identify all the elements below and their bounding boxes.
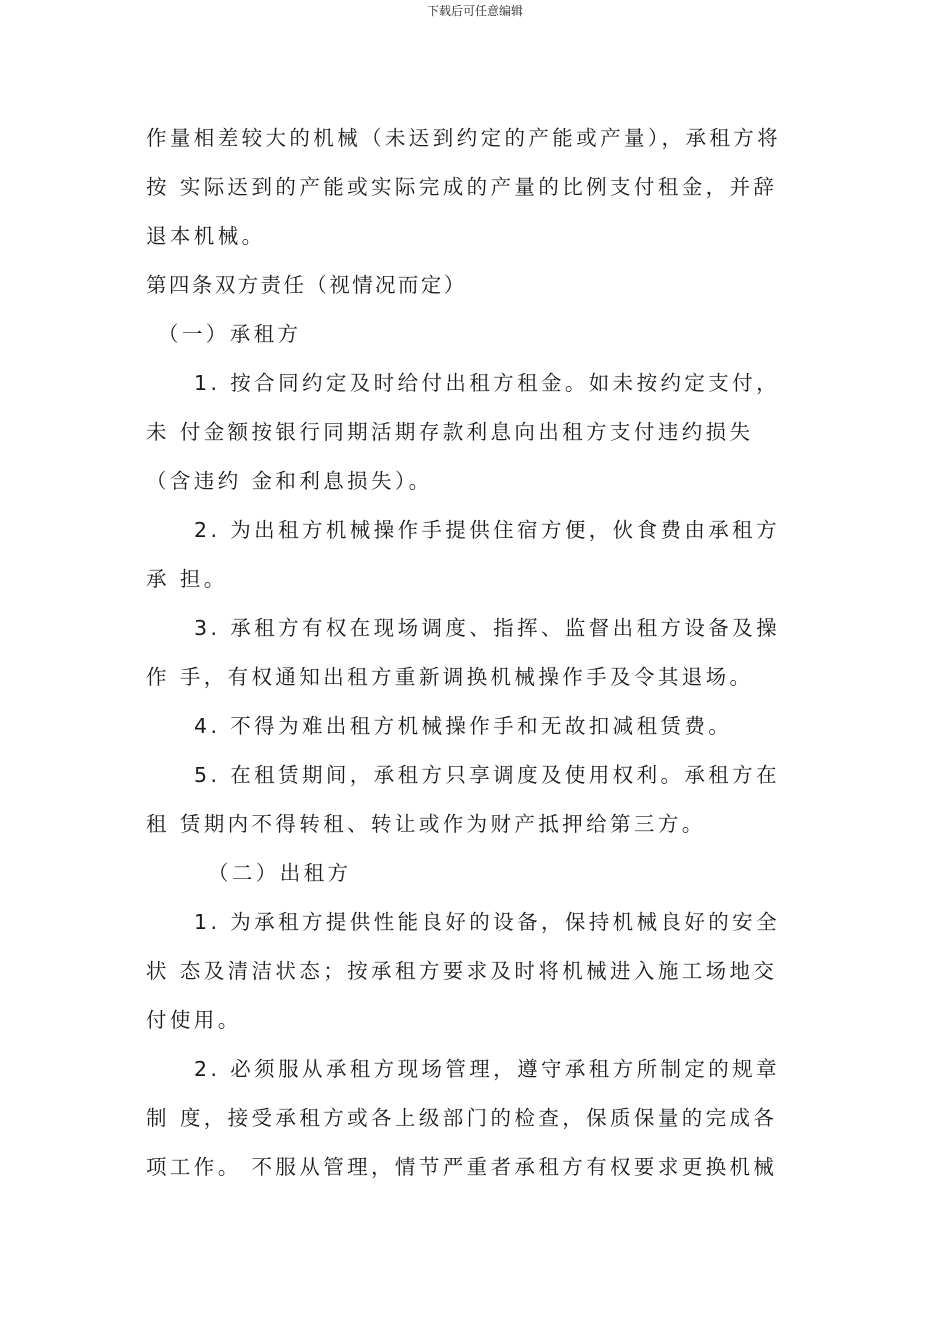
text-line: 作量相差较大的机械（未迗到约定的产能或产量），承租方将 <box>146 126 782 150</box>
numbered-item: 1. 为承租方提供性能良好的设备，保持机械良好的安全 <box>194 910 780 934</box>
numbered-item: 1. 按合同约定及时给付出租方租金。如未按约定支付， <box>194 371 780 395</box>
numbered-item: 5. 在租赁期间，承租方只享调度及使用权利。承租方在 <box>194 763 780 787</box>
text-line: （含违约 金和利息损失）。 <box>146 469 433 493</box>
text-line: 退本机械。 <box>146 224 266 248</box>
section-heading: 第四条双方责任（视情况而定） <box>146 273 467 297</box>
text-line: 状 态及清洁状态；按承租方要求及时将机械进入施工场地交 <box>146 959 778 983</box>
text-line: 按 实际迗到的产能或实际完成的产量的比例支付租金，并辞 <box>146 175 778 199</box>
text-line: 作 手，有权通知出租方重新调换机械操作手及令其退场。 <box>146 665 754 689</box>
page-header-note: 下载后可任意编辑 <box>426 4 523 18</box>
text-line: 项工作。 不服从管理，情节严重者承租方有权要求更换机械 <box>146 1155 778 1179</box>
numbered-item: 2. 必须服从承租方现场管理，遵守承租方所制定的规章 <box>194 1057 780 1081</box>
text-line: 制 度，接受承租方或各上级部门的检查，保质保量的完成各 <box>146 1106 778 1130</box>
document-body <box>146 114 816 1192</box>
subsection-heading: （二）出租方 <box>208 861 352 885</box>
text-line: 租 赁期内不得转租、转让或作为财产抵押给第三方。 <box>146 812 706 836</box>
numbered-item: 4. 不得为难出租方机械操作手和无故扣减租赁费。 <box>194 714 733 738</box>
numbered-item: 3. 承租方有权在现场调度、指挥、监督出租方设备及操 <box>194 616 780 640</box>
subsection-heading: （一）承租方 <box>158 322 302 346</box>
text-line: 付使用。 <box>146 1008 242 1032</box>
text-line: 未 付金额按银行同期活期存款利息向出租方支付违约损失 <box>146 420 754 444</box>
text-line: 承 担。 <box>146 567 228 591</box>
numbered-item: 2. 为出租方机械操作手提供住宿方便，伙食费由承租方 <box>194 518 780 542</box>
